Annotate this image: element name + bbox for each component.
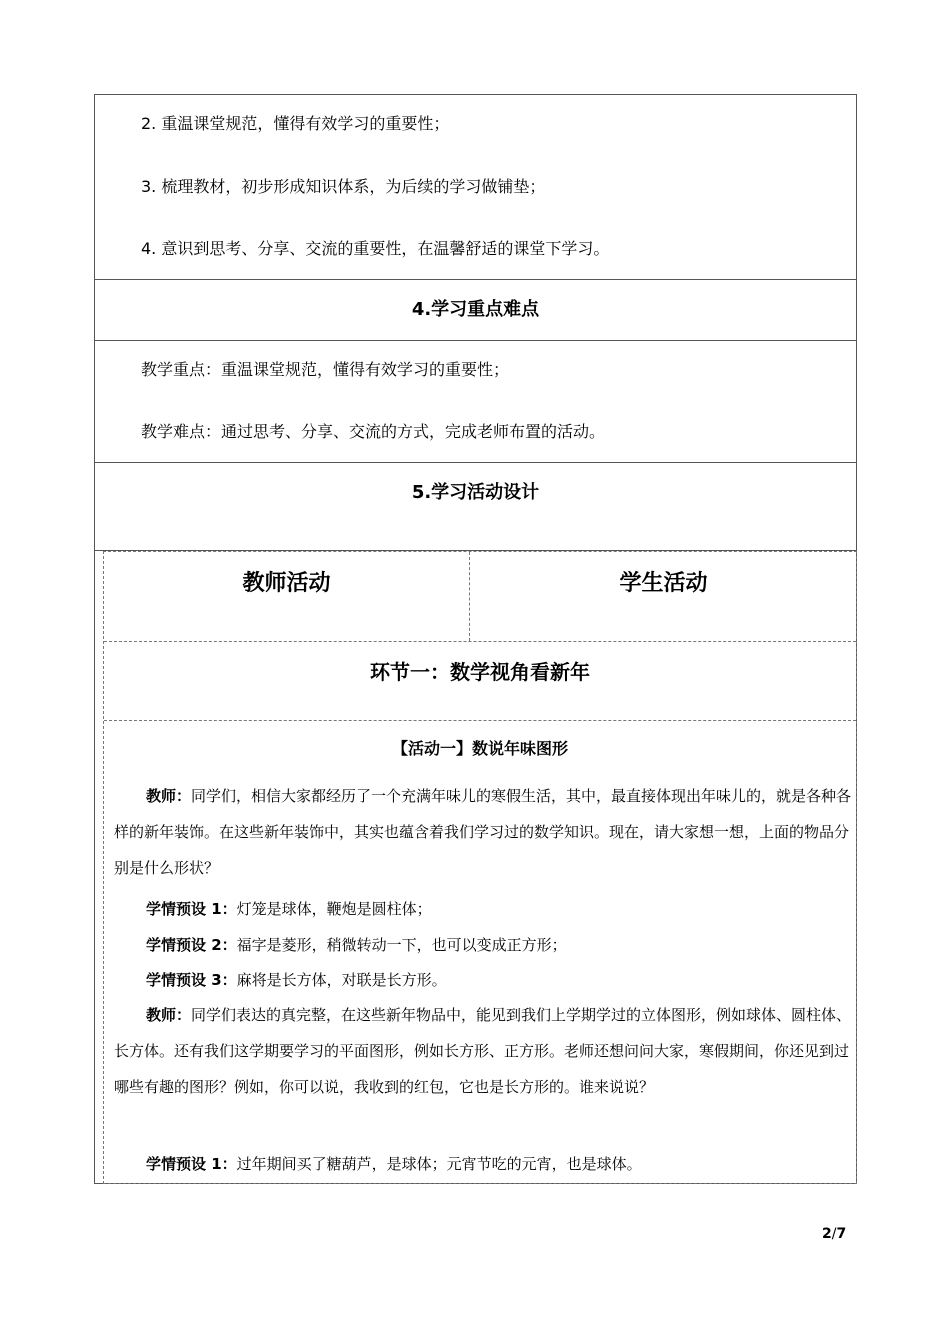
prediction-text: 福字是菱形，稍微转动一下，也可以变成正方形； bbox=[236, 936, 567, 954]
activity-title: 【活动一】数说年味图形 bbox=[391, 739, 568, 758]
prediction-text: 过年期间买了糖葫芦，是球体；元宵节吃的元宵，也是球体。 bbox=[236, 1155, 642, 1173]
student-prediction bbox=[146, 934, 567, 955]
student-prediction bbox=[146, 898, 432, 919]
speaker-label: 教师： bbox=[146, 1006, 192, 1024]
page-current: 2 bbox=[822, 1226, 832, 1242]
page-number bbox=[822, 1226, 846, 1242]
prediction-text: 灯笼是球体，鞭炮是圆柱体； bbox=[236, 900, 432, 918]
activity-table bbox=[103, 551, 857, 1184]
teacher-activity-header: 教师活动 bbox=[242, 571, 331, 596]
student-activity-header: 学生活动 bbox=[619, 571, 708, 596]
student-prediction bbox=[146, 1153, 642, 1174]
page-separator: / bbox=[831, 1226, 837, 1242]
lesson-plan-table bbox=[94, 94, 857, 1184]
page-total: 7 bbox=[836, 1226, 847, 1242]
speaker-label: 教师： bbox=[146, 787, 192, 805]
student-prediction bbox=[146, 969, 447, 990]
row-divider bbox=[95, 340, 856, 341]
teacher-prompt-text: 同学们表达的真完整，在这些新年物品中，能见到我们上学期学过的立体图形，例如球体、圆柱体、长方体。还有我们这学期要学习的平面图形，例如长方形、正方形。老师还想问问大家，寒假期间，你还见到过哪些有趣的图形？例如，你可以说，我收到的红包，它也是长方形的。谁来说说？ bbox=[114, 1006, 852, 1096]
activity-design-heading: 5.学习活动设计 bbox=[411, 482, 540, 503]
objective-item: 2. 重温课堂规范，懂得有效学习的重要性； bbox=[141, 114, 450, 133]
prediction-label: 学情预设 1： bbox=[146, 900, 237, 918]
teacher-prompt-text: 同学们，相信大家都经历了一个充满年味儿的寒假生活，其中，最直接体现出年味儿的，就是各种各样的新年装饰。在这些新年装饰中，其实也蕴含着我们学习过的数学知识。现在，请大家想一想，上面的物品分别是什么形状？ bbox=[114, 787, 852, 877]
objective-item: 4. 意识到思考、分享、交流的重要性，在温馨舒适的课堂下学习。 bbox=[141, 239, 610, 258]
prediction-label: 学情预设 1： bbox=[146, 1155, 237, 1173]
prediction-label: 学情预设 3： bbox=[146, 971, 237, 989]
objective-item: 3. 梳理教材，初步形成知识体系，为后续的学习做铺垫； bbox=[141, 177, 546, 196]
row-divider bbox=[95, 462, 856, 463]
row-divider bbox=[104, 641, 856, 642]
key-points-heading: 4.学习重点难点 bbox=[411, 299, 540, 320]
teaching-focus: 教学重点：重温课堂规范，懂得有效学习的重要性； bbox=[141, 360, 510, 379]
section-title: 环节一：数学视角看新年 bbox=[370, 660, 590, 684]
prediction-label: 学情预设 2： bbox=[146, 936, 237, 954]
prediction-text: 麻将是长方体，对联是长方形。 bbox=[236, 971, 447, 989]
teacher-prompt bbox=[114, 997, 854, 1105]
row-divider bbox=[104, 720, 856, 721]
teacher-prompt bbox=[114, 778, 854, 886]
teaching-difficulty: 教学难点：通过思考、分享、交流的方式，完成老师布置的活动。 bbox=[141, 422, 606, 441]
row-divider bbox=[95, 279, 856, 280]
